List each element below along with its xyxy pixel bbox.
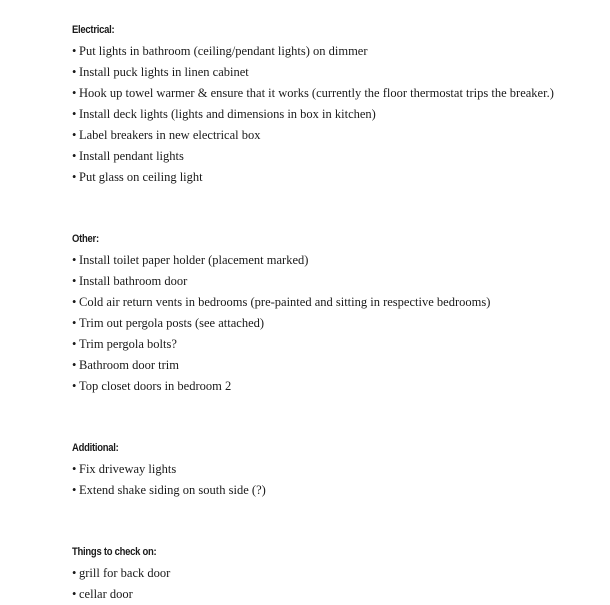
item-text: Extend shake siding on south side (?) (79, 483, 266, 497)
list-item (72, 146, 592, 167)
bullet-icon: • (72, 587, 77, 601)
item-text: Trim out pergola posts (see attached) (79, 316, 265, 330)
list-item (72, 376, 592, 397)
section-electrical (72, 20, 592, 188)
bullet-icon: • (72, 337, 77, 351)
item-text: Install toilet paper holder (placement marked) (79, 253, 309, 267)
bullet-icon: • (72, 566, 77, 580)
list-item (72, 104, 592, 125)
list-item (72, 480, 592, 501)
list-item (72, 355, 592, 376)
item-text: Fix driveway lights (79, 462, 177, 476)
bullet-icon: • (72, 86, 77, 100)
item-list (72, 563, 592, 605)
list-item (72, 459, 592, 480)
list-item (72, 584, 592, 605)
item-text: Hook up towel warmer & ensure that it works (currently the floor thermostat trips the breaker.) (79, 86, 554, 100)
section-heading: Additional: (72, 442, 119, 454)
item-text: Label breakers in new electrical box (79, 128, 261, 142)
item-text: Install bathroom door (79, 274, 188, 288)
list-item (72, 167, 592, 188)
item-text: Put lights in bathroom (ceiling/pendant lights) on dimmer (79, 44, 368, 58)
list-item (72, 125, 592, 146)
bullet-icon: • (72, 170, 77, 184)
list-item (72, 250, 592, 271)
list-item (72, 563, 592, 584)
list-item (72, 83, 592, 104)
bullet-icon: • (72, 128, 77, 142)
list-item (72, 62, 592, 83)
item-text: Install pendant lights (79, 149, 184, 163)
item-text: Trim pergola bolts? (79, 337, 177, 351)
bullet-icon: • (72, 149, 77, 163)
bullet-icon: • (72, 483, 77, 497)
section-other (72, 229, 592, 397)
section-things-to-check (72, 542, 592, 605)
bullet-icon: • (72, 316, 77, 330)
item-list (72, 250, 592, 397)
item-text: Bathroom door trim (79, 358, 179, 372)
list-item (72, 41, 592, 62)
bullet-icon: • (72, 274, 77, 288)
bullet-icon: • (72, 379, 77, 393)
section-heading: Things to check on: (72, 546, 157, 558)
item-text: grill for back door (79, 566, 171, 580)
section-heading: Electrical: (72, 24, 115, 36)
item-text: cellar door (79, 587, 133, 601)
list-item (72, 313, 592, 334)
section-additional (72, 438, 592, 501)
bullet-icon: • (72, 358, 77, 372)
bullet-icon: • (72, 295, 77, 309)
bullet-icon: • (72, 44, 77, 58)
item-text: Install deck lights (lights and dimensions in box in kitchen) (79, 107, 376, 121)
item-text: Top closet doors in bedroom 2 (79, 379, 232, 393)
list-item (72, 292, 592, 313)
item-list (72, 459, 592, 501)
item-text: Put glass on ceiling light (79, 170, 203, 184)
item-text: Cold air return vents in bedrooms (pre-painted and sitting in respective bedrooms) (79, 295, 491, 309)
list-item (72, 334, 592, 355)
item-list (72, 41, 592, 188)
bullet-icon: • (72, 107, 77, 121)
bullet-icon: • (72, 65, 77, 79)
bullet-icon: • (72, 253, 77, 267)
list-item (72, 271, 592, 292)
bullet-icon: • (72, 462, 77, 476)
section-heading: Other: (72, 233, 99, 245)
item-text: Install puck lights in linen cabinet (79, 65, 249, 79)
